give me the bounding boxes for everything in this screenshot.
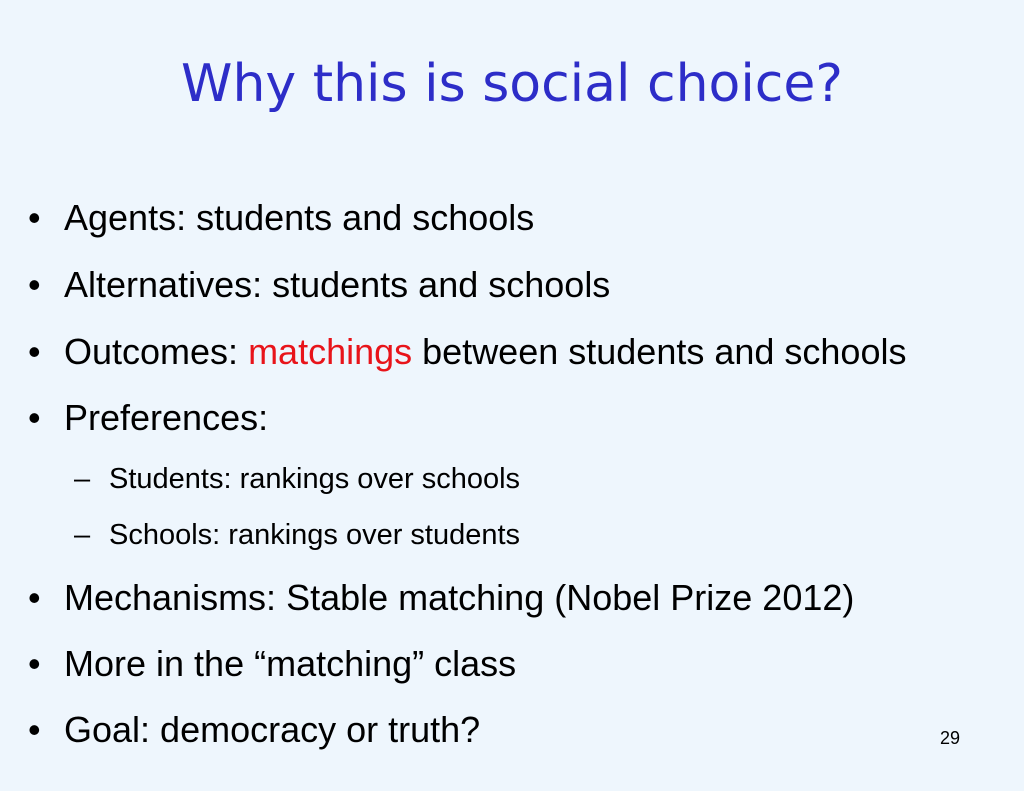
bullet-text: Alternatives: students and schools (64, 264, 611, 305)
sub-bullet-marker: – (74, 519, 91, 551)
bullet-item-goal (28, 710, 480, 750)
sub-bullet-marker: – (74, 463, 91, 495)
slide-page-number: 29 (939, 728, 960, 748)
sub-bullet-text: Schools: rankings over students (109, 519, 521, 551)
bullet-marker: • (28, 197, 41, 238)
bullet-marker: • (28, 397, 41, 438)
bullet-item-preferences (28, 398, 268, 438)
bullet-item-agents (28, 198, 534, 238)
bullet-text: More in the “matching” class (64, 643, 517, 684)
bullet-item-more-in-class (28, 644, 516, 684)
bullet-text-prefix: Outcomes: (64, 331, 249, 372)
bullet-text: Mechanisms: Stable matching (Nobel Prize 2012) (64, 577, 855, 618)
bullet-text: Agents: students and schools (64, 197, 535, 238)
bullet-marker: • (28, 577, 41, 618)
sub-bullet-item-schools (74, 518, 520, 552)
bullet-marker: • (28, 643, 41, 684)
bullet-item-alternatives (28, 265, 610, 305)
sub-bullet-text: Students: rankings over schools (109, 463, 521, 495)
bullet-item-outcomes (28, 332, 906, 372)
bullet-marker: • (28, 264, 41, 305)
bullet-item-mechanisms (28, 578, 854, 618)
bullet-marker: • (28, 331, 41, 372)
highlighted-term: matchings (248, 331, 413, 372)
bullet-text: Preferences: (64, 397, 269, 438)
bullet-text-suffix: between students and schools (412, 331, 907, 372)
bullet-text: Goal: democracy or truth? (64, 709, 481, 750)
sub-bullet-item-students (74, 462, 520, 496)
slide-title: Why this is social choice? (181, 54, 843, 114)
bullet-marker: • (28, 709, 41, 750)
